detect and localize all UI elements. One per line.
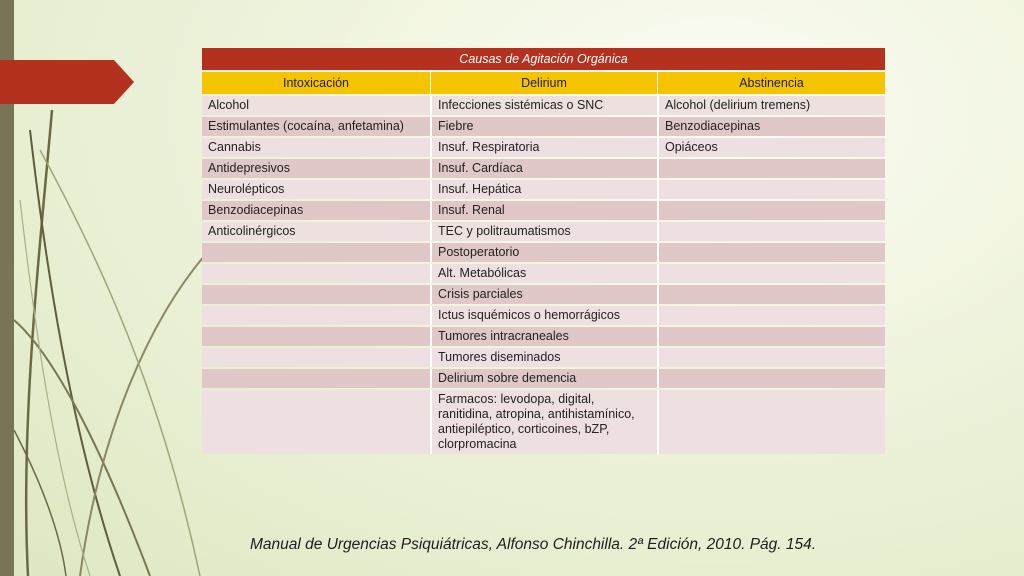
table-cell (657, 369, 885, 388)
table-cell (657, 327, 885, 346)
table-cell (657, 348, 885, 367)
causes-table (202, 46, 885, 456)
table-cell (202, 390, 430, 454)
table-cell (657, 285, 885, 304)
table-cell (657, 306, 885, 325)
table-cell: Antidepresivos (202, 159, 430, 178)
table-cell: Ictus isquémicos o hemorrágicos (430, 306, 657, 325)
table-cell (202, 243, 430, 262)
column-header-abstinencia: Abstinencia (657, 72, 885, 94)
table-cell (657, 243, 885, 262)
column-header-delirium: Delirium (430, 72, 657, 94)
table-cell: TEC y politraumatismos (430, 222, 657, 241)
table-cell: Delirium sobre demencia (430, 369, 657, 388)
table-cell: Infecciones sistémicas o SNC (430, 96, 657, 115)
table-row (202, 348, 885, 367)
column-header-intoxicacion: Intoxicación (202, 72, 430, 94)
table-cell: Anticolinérgicos (202, 222, 430, 241)
table-row (202, 390, 885, 454)
table-cell: Farmacos: levodopa, digital, ranitidina, atropina, antihistamínico, antiepiléptico, corticoines, bZP, clorpromacina (430, 390, 657, 454)
table-row (202, 201, 885, 220)
table-cell: Cannabis (202, 138, 430, 157)
table-cell: Benzodiacepinas (657, 117, 885, 136)
table-cell (657, 180, 885, 199)
table-cell: Tumores diseminados (430, 348, 657, 367)
table-row (202, 96, 885, 115)
table-cell (202, 369, 430, 388)
table-cell: Neurolépticos (202, 180, 430, 199)
table-row (202, 327, 885, 346)
table-cell: Estimulantes (cocaína, anfetamina) (202, 117, 430, 136)
table-cell (202, 306, 430, 325)
table-cell: Crisis parciales (430, 285, 657, 304)
table-row (202, 222, 885, 241)
table-row (202, 243, 885, 262)
table-cell: Alt. Metabólicas (430, 264, 657, 283)
table-cell (202, 264, 430, 283)
table-cell (202, 327, 430, 346)
table-row (202, 285, 885, 304)
table-cell (202, 285, 430, 304)
table-title: Causas de Agitación Orgánica (202, 48, 885, 70)
table-cell: Insuf. Hepática (430, 180, 657, 199)
table-row (202, 264, 885, 283)
table-cell: Fiebre (430, 117, 657, 136)
table-cell: Insuf. Respiratoria (430, 138, 657, 157)
table-cell (657, 390, 885, 454)
table-cell: Alcohol (delirium tremens) (657, 96, 885, 115)
table-cell (202, 348, 430, 367)
table-row (202, 138, 885, 157)
table-cell: Alcohol (202, 96, 430, 115)
table-cell (657, 264, 885, 283)
table-row (202, 159, 885, 178)
table-cell (657, 159, 885, 178)
table-cell: Benzodiacepinas (202, 201, 430, 220)
table-cell (657, 222, 885, 241)
table-row (202, 306, 885, 325)
citation-text: Manual de Urgencias Psiquiátricas, Alfonso Chinchilla. 2ª Edición, 2010. Pág. 154. (250, 536, 817, 553)
table-cell (657, 201, 885, 220)
table-cell: Postoperatorio (430, 243, 657, 262)
table-row (202, 180, 885, 199)
table-row (202, 117, 885, 136)
table-cell: Insuf. Renal (430, 201, 657, 220)
table-cell: Opiáceos (657, 138, 885, 157)
table-row (202, 369, 885, 388)
table-cell: Tumores intracraneales (430, 327, 657, 346)
table-cell: Insuf. Cardíaca (430, 159, 657, 178)
arrow-tab-shape (0, 60, 134, 104)
